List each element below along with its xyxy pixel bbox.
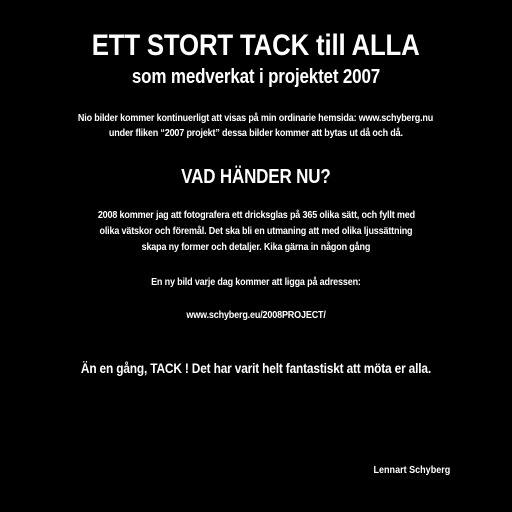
page-subtitle-text: som medverkat i projektet 2007 <box>131 66 381 88</box>
paragraph-line-1-text: 2008 kommer jag att fotografera ett dricksglas på 365 olika sätt, och fyllt med <box>97 209 415 221</box>
project-url <box>0 307 512 323</box>
intro-line-2 <box>0 125 512 141</box>
signature-text: Lennart Schyberg <box>373 464 450 476</box>
paragraph-line-2 <box>0 223 512 239</box>
paragraph-line-3 <box>0 239 512 255</box>
intro-line-1 <box>0 110 512 126</box>
address-intro <box>0 274 512 290</box>
section-heading <box>0 164 512 190</box>
signature <box>361 462 450 478</box>
intro-line-1-text: Nio bilder kommer kontinuerligt att visas på min ordinarie hemsida: www.schyberg.nu <box>78 112 434 124</box>
page-title <box>0 28 512 64</box>
thanks-message <box>0 358 512 378</box>
section-heading-text: VAD HÄNDER NU? <box>181 166 331 188</box>
paragraph-line-2-text: olika vätskor och föremål. Det ska bli en utmaning att med olika ljussättning <box>99 225 413 237</box>
paragraph-line-3-text: skapa ny former och detaljer. Kika gärna in någon gång <box>141 241 371 253</box>
thanks-message-text: Än en gång, TACK ! Det har varit helt fantastiskt att möta er alla. <box>80 360 432 376</box>
page-subtitle <box>0 64 512 90</box>
page-title-text: ETT STORT TACK till ALLA <box>92 29 420 62</box>
intro-line-2-text: under fliken “2007 projekt” dessa bilder kommer att bytas ut då och då. <box>109 127 403 139</box>
paragraph-line-1 <box>0 207 512 223</box>
project-url-text: www.schyberg.eu/2008PROJECT/ <box>186 309 326 321</box>
address-intro-text: En ny bild varje dag kommer att ligga på adressen: <box>151 276 361 288</box>
